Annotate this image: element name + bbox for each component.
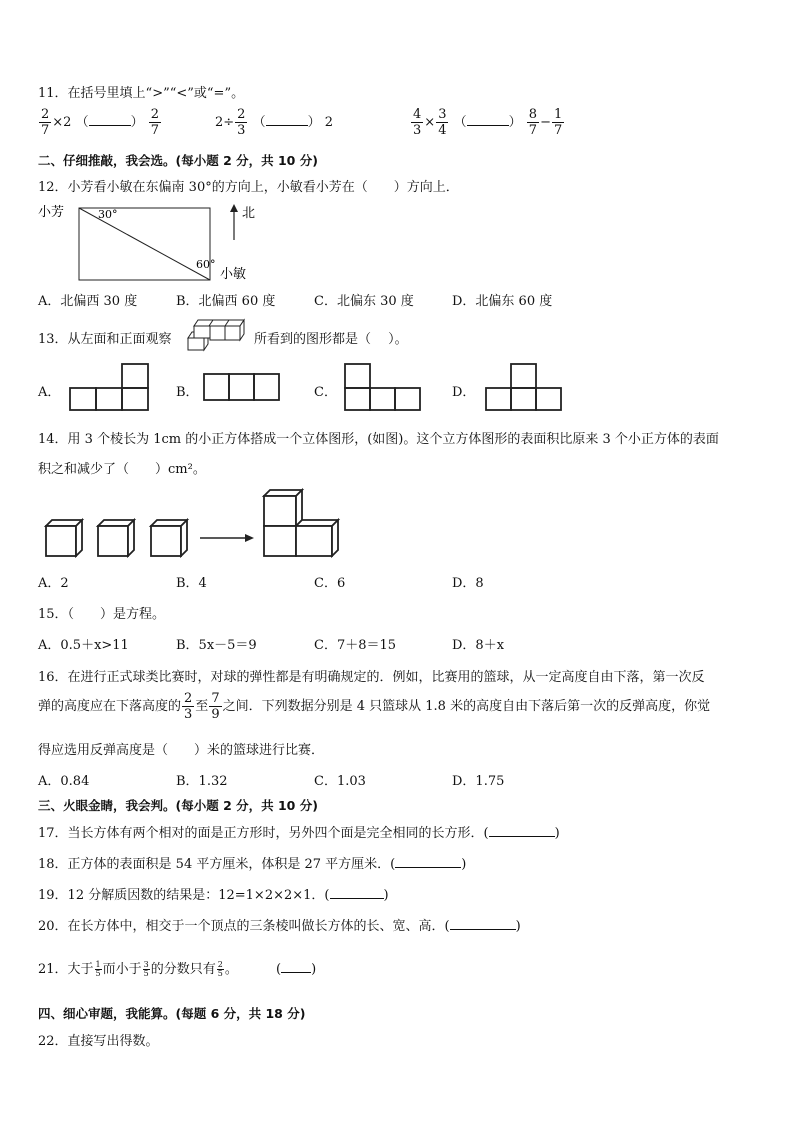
q16-option-a[interactable]: A．0.84 (38, 774, 90, 789)
arrow-right-icon (245, 534, 254, 542)
q22-text: 22．直接写出得数。 (38, 1034, 159, 1049)
q13-option-a-figure[interactable] (68, 360, 150, 414)
q18-text: 18．正方体的表面积是 54 平方厘米，体积是 27 平方厘米．( ) (38, 857, 467, 872)
q16-option-c[interactable]: C．1.03 (314, 774, 366, 789)
q16-line3: 得应选用反弹高度是（ ）米的篮球进行比赛． (38, 743, 325, 758)
q11-item-3: $\frac{4}{3}$ × $\frac{3}{4}$ （ ） $\frac{8}{7}$ − $\frac{1}{7}$ (413, 107, 563, 138)
q19-text: 19．12 分解质因数的结果是：12=1×2×2×1．( ) (38, 888, 389, 903)
q14-option-d[interactable]: D．8 (452, 576, 484, 591)
q12-option-a[interactable]: A．北偏西 30 度 (38, 294, 138, 309)
single-cube (46, 520, 82, 556)
q16-option-b[interactable]: B．1.32 (176, 774, 228, 789)
judge-blank[interactable] (281, 960, 311, 973)
north-arrow-icon (230, 204, 238, 212)
q16-line2: 弹的高度应在下落高度的 $\frac{2}{3}$ 至 $\frac{7}{9}$ 之间．下列数据分别是 4 只篮球从 1.8 米的高度自由下落后第一次的反弹高度，你觉 (38, 691, 711, 722)
q14-cubes-figure (40, 484, 350, 562)
q15-option-c[interactable]: C．7＋8＝15 (314, 638, 397, 653)
angle-60: 60° (196, 258, 216, 271)
q14-line2: 积之和减少了（ ）cm²。 (38, 462, 206, 477)
q15-option-b[interactable]: B．5x－5＝9 (176, 638, 257, 653)
q13-cube-figure (186, 318, 250, 352)
judge-blank[interactable] (489, 824, 555, 837)
q12-text: 12．小芳看小敏在东偏南 30°的方向上，小敏看小芳在（ ）方向上． (38, 180, 459, 195)
q15-text: 15．（ ）是方程。 (38, 607, 166, 622)
q11-item-1: $\frac{2}{7}$ ×2 （ ） $\frac{2}{7}$ (41, 107, 160, 138)
label-north: 北 (242, 206, 256, 221)
q14-line1: 14．用 3 个棱长为 1cm 的小正方体搭成一个立体图形，(如图)。这个立方体图形的表面积比原来 3 个小正方体的表面 (38, 432, 719, 447)
q16-option-d[interactable]: D．1.75 (452, 774, 505, 789)
q15-option-d[interactable]: D．8＋x (452, 638, 505, 653)
q17-text: 17．当长方体有两个相对的面是正方形时，另外四个面是完全相同的长方形．( ) (38, 826, 560, 841)
q15-option-a[interactable]: A．0.5＋x>11 (38, 638, 129, 653)
section-3-heading: 三、火眼金睛，我会判。(每小题 2 分，共 10 分) (38, 798, 318, 813)
q12-option-c[interactable]: C．北偏东 30 度 (314, 294, 414, 309)
q11-item-2: 2÷ $\frac{2}{3}$ （ ） 2 (215, 107, 334, 138)
q13-text-before: 13．从左面和正面观察 (38, 332, 172, 347)
q12-option-b[interactable]: B．北偏西 60 度 (176, 294, 276, 309)
judge-blank[interactable] (395, 855, 461, 868)
label-xiaomin: 小敏 (220, 267, 247, 282)
q13-text-after: 所看到的图形都是（ ）。 (254, 332, 408, 347)
answer-blank[interactable] (89, 113, 131, 126)
q13-option-c-label[interactable]: C． (314, 385, 337, 400)
judge-blank[interactable] (330, 886, 384, 899)
q13-option-b-label[interactable]: B． (176, 385, 199, 400)
section-4-heading: 四、细心审题，我能算。(每题 6 分，共 18 分) (38, 1006, 306, 1021)
single-cube (151, 520, 187, 556)
section-2-heading: 二、仔细推敲，我会选。(每小题 2 分，共 10 分) (38, 153, 318, 168)
q13-option-d-figure[interactable] (484, 360, 564, 414)
label-xiaofang: 小芳 (38, 205, 65, 220)
judge-blank[interactable] (450, 917, 516, 930)
angle-30: 30° (98, 208, 118, 221)
q11-prompt: 11．在括号里填上“>”“<”或“=”。 (38, 86, 245, 101)
single-cube (98, 520, 134, 556)
q13-option-d-label[interactable]: D． (452, 385, 476, 400)
q14-option-c[interactable]: C．6 (314, 576, 346, 591)
q20-text: 20．在长方体中，相交于一个顶点的三条棱叫做长方体的长、宽、高．( ) (38, 919, 521, 934)
q14-option-a[interactable]: A．2 (38, 576, 69, 591)
q13-option-b-figure[interactable] (202, 372, 282, 402)
q21-text: 21．大于 $\frac{1}{5}$ 而小于 $\frac{3}{5}$ 的分数只有 $\frac{2}{5}$ 。 ( ) (38, 960, 317, 978)
q16-line1: 16．在进行正式球类比赛时，对球的弹性都是有明确规定的．例如，比赛用的篮球，从一定高度自由下落，第一次反 (38, 670, 705, 685)
q12-option-d[interactable]: D．北偏东 60 度 (452, 294, 553, 309)
q14-option-b[interactable]: B．4 (176, 576, 207, 591)
q13-option-a-label[interactable]: A． (38, 385, 61, 400)
answer-blank[interactable] (266, 113, 308, 126)
q13-option-c-figure[interactable] (343, 360, 423, 414)
q12-direction-diagram (36, 198, 266, 288)
answer-blank[interactable] (467, 113, 509, 126)
